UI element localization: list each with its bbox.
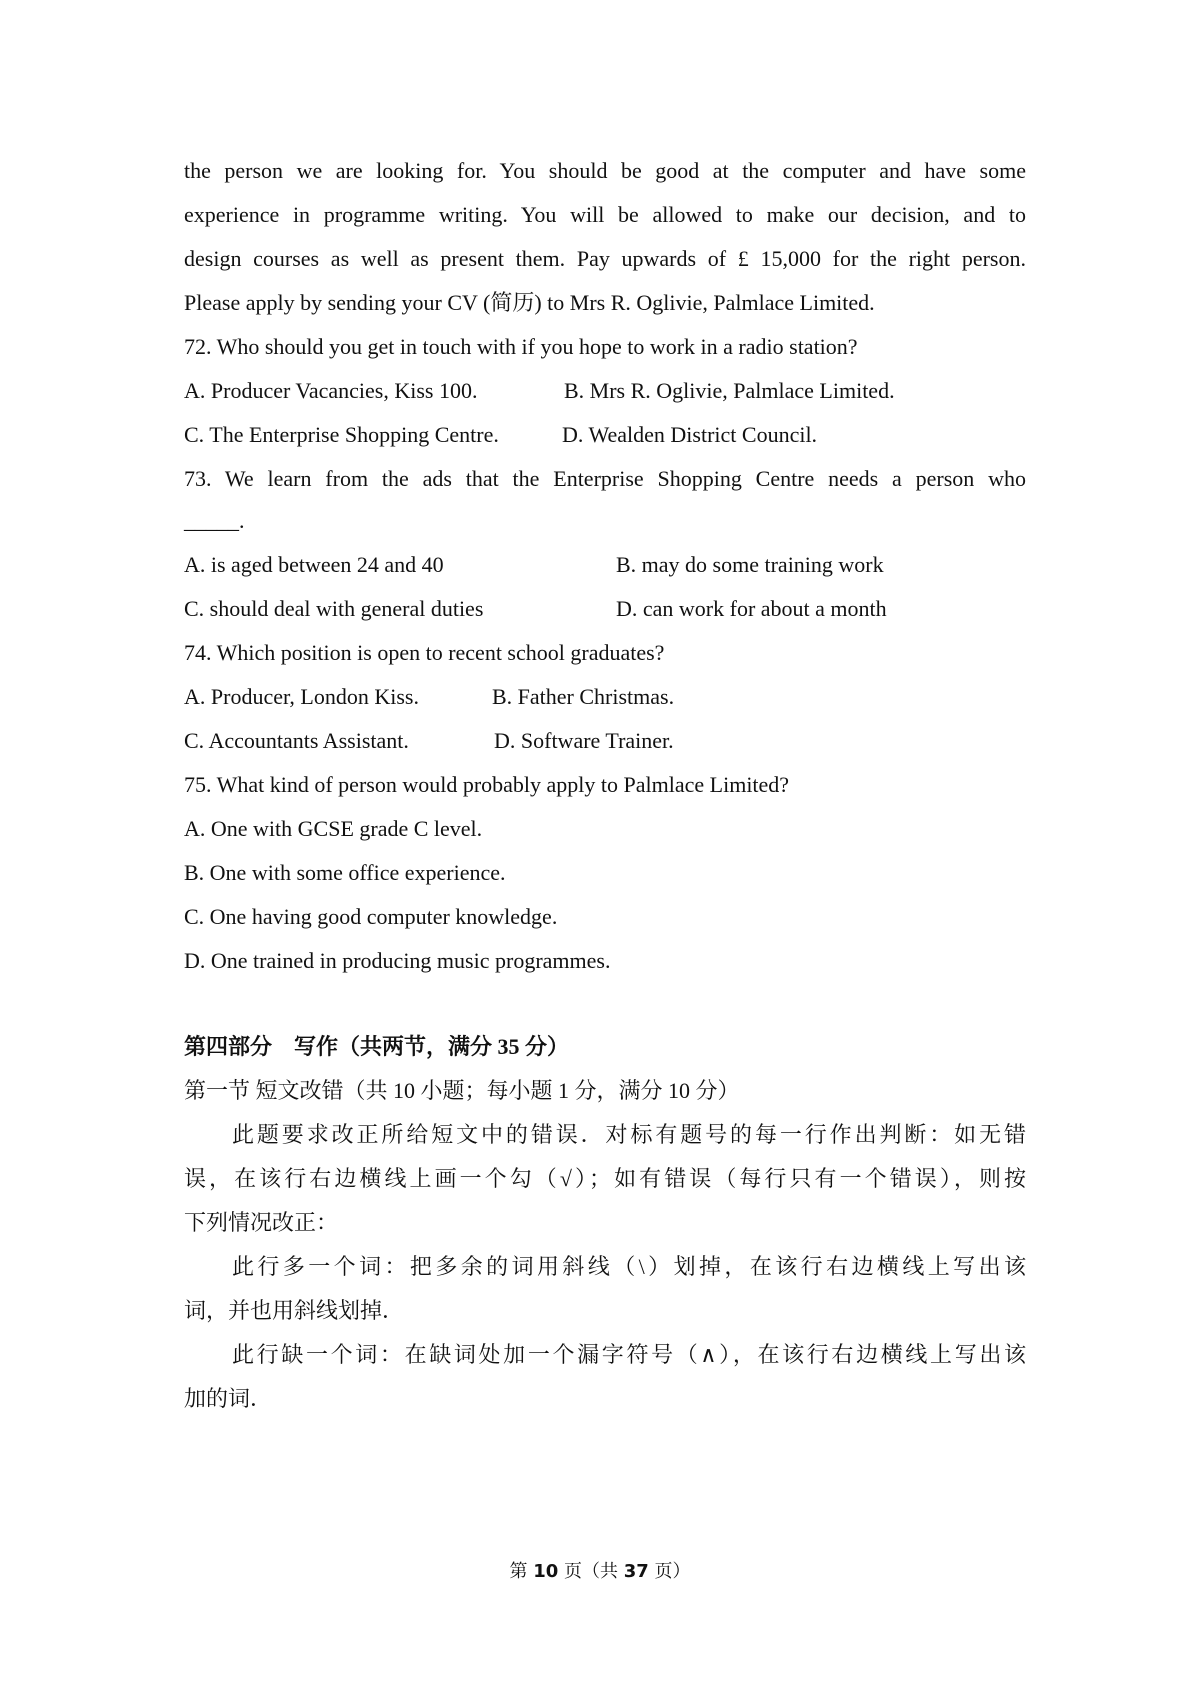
question-75-option-a: A. One with GCSE grade C level. [184, 816, 483, 841]
question-75-stem: 75. What kind of person would probably apply to Palmlace Limited? [184, 772, 790, 797]
footer-suffix: 页） [654, 1561, 691, 1582]
instructions-paragraph-2-line-1: 此行多一个词：把多余的词用斜线（\）划掉，在该行右边横线上写出该 [232, 1254, 1026, 1279]
footer-page-number: 10 [533, 1561, 559, 1582]
instructions-paragraph-1-line-1: 此题要求改正所给短文中的错误．对标有题号的每一行作出判断：如无错 [232, 1122, 1026, 1147]
question-74-stem: 74. Which position is open to recent school graduates? [184, 640, 665, 665]
passage-line-3: design courses as well as present them. Pay upwards of £ 15,000 for the right person. [184, 246, 1026, 271]
question-73-option-d: D. can work for about a month [616, 596, 887, 621]
passage-line-4: Please apply by sending your CV (简历) to Mrs R. Oglivie, Palmlace Limited. [184, 290, 875, 315]
footer-mid: 页（共 [564, 1561, 618, 1582]
footer-prefix: 第 [509, 1561, 528, 1582]
part-4-heading: 第四部分 写作（共两节，满分 35 分） [184, 1034, 570, 1059]
question-74-option-d: D. Software Trainer. [494, 728, 674, 753]
question-75-option-b: B. One with some office experience. [184, 860, 506, 885]
question-72-stem: 72. Who should you get in touch with if you hope to work in a radio station? [184, 334, 858, 359]
passage-line-1: the person we are looking for. You should be good at the computer and have some [184, 158, 1026, 183]
question-72-option-a: A. Producer Vacancies, Kiss 100. [184, 378, 478, 403]
question-75-option-c: C. One having good computer knowledge. [184, 904, 558, 929]
question-74-option-a: A. Producer, London Kiss. [184, 684, 419, 709]
instructions-paragraph-3-line-2: 加的词． [184, 1386, 273, 1411]
page-footer [0, 1560, 1200, 1584]
question-72-option-d: D. Wealden District Council. [562, 422, 818, 447]
instructions-paragraph-1-line-3: 下列情况改正： [184, 1210, 339, 1235]
question-74-option-b: B. Father Christmas. [492, 684, 675, 709]
question-73-option-a: A. is aged between 24 and 40 [184, 552, 444, 577]
instructions-paragraph-1-line-2: 误，在该行右边横线上画一个勾（√）；如有错误（每行只有一个错误），则按 [184, 1166, 1026, 1191]
question-73-option-c: C. should deal with general duties [184, 596, 484, 621]
question-74-option-c: C. Accountants Assistant. [184, 728, 409, 753]
question-73-stem: 73. We learn from the ads that the Enterprise Shopping Centre needs a person who [184, 466, 1026, 491]
instructions-paragraph-3-line-1: 此行缺一个词：在缺词处加一个漏字符号（∧），在该行右边横线上写出该 [232, 1342, 1026, 1367]
question-75-option-d: D. One trained in producing music programmes. [184, 948, 611, 973]
question-73-blank: _____. [184, 508, 245, 533]
instructions-paragraph-2-line-2: 词，并也用斜线划掉． [184, 1298, 405, 1323]
footer-total-pages: 37 [623, 1561, 649, 1582]
passage-line-2: experience in programme writing. You will be allowed to make our decision, and to [184, 202, 1026, 227]
question-73-option-b: B. may do some training work [616, 552, 884, 577]
section-1-heading: 第一节 短文改错（共 10 小题；每小题 1 分，满分 10 分） [184, 1078, 740, 1103]
question-72-option-c: C. The Enterprise Shopping Centre. [184, 422, 499, 447]
question-72-option-b: B. Mrs R. Oglivie, Palmlace Limited. [564, 378, 895, 403]
